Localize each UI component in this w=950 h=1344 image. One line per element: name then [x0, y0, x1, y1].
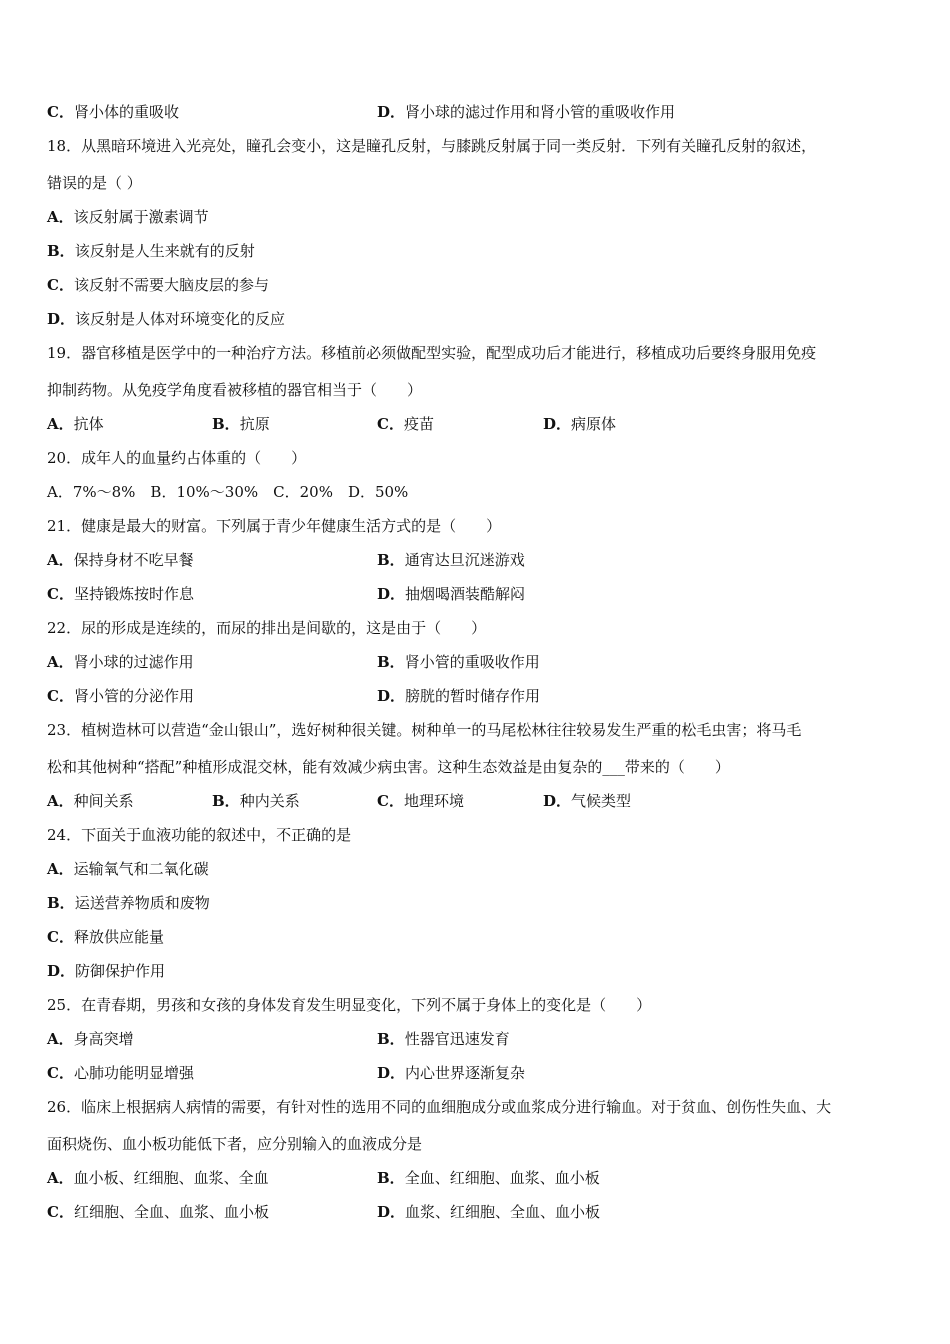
q17-options-row	[47, 97, 917, 127]
q25-options-row1	[47, 1024, 917, 1054]
q26-options-row2	[47, 1197, 917, 1227]
q24-option-c: C．释放供应能量	[47, 928, 164, 946]
q19-option-a: A．抗体	[47, 415, 104, 433]
q26-option-b: B．全血、红细胞、血浆、血小板	[377, 1169, 600, 1187]
q24-option-b: B．运送营养物质和废物	[47, 894, 210, 912]
q18-option-c: C．该反射不需要大脑皮层的参与	[47, 276, 269, 294]
q25-option-c: C．心肺功能明显增强	[47, 1064, 194, 1082]
q22-option-d: D．膀胱的暂时储存作用	[377, 687, 541, 705]
q25-stem: 25．在青春期，男孩和女孩的身体发育发生明显变化，下列不属于身体上的变化是（ ）	[47, 996, 652, 1014]
q21-option-c: C．坚持锻炼按时作息	[47, 585, 194, 603]
q21-option-b: B．通宵达旦沉迷游戏	[377, 551, 525, 569]
q22-option-b: B．肾小管的重吸收作用	[377, 653, 540, 671]
q19-options-row	[47, 409, 917, 439]
q22-option-c: C．肾小管的分泌作用	[47, 687, 194, 705]
q19-stem-line1: 19．器官移植是医学中的一种治疗方法。移植前必须做配型实验，配型成功后才能进行，移植成功后要终身服用免疫	[47, 344, 817, 362]
q20-options-row: A．7%～8% B．10%～30% C．20% D．50%	[47, 483, 409, 501]
q23-option-d: D．气候类型	[543, 792, 632, 810]
q24-option-d: D．防御保护作用	[47, 962, 166, 980]
q25-option-a: A．身高突增	[47, 1030, 134, 1048]
q19-option-d: D．病原体	[543, 415, 617, 433]
q26-option-d: D．血浆、红细胞、全血、血小板	[377, 1203, 601, 1221]
q22-option-a: A．肾小球的过滤作用	[47, 653, 194, 671]
q18-option-d: D．该反射是人体对环境变化的反应	[47, 310, 286, 328]
q22-options-row2	[47, 681, 917, 711]
q18-stem-line1: 18．从黑暗环境进入光亮处，瞳孔会变小，这是瞳孔反射，与膝跳反射属于同一类反射．下列有关瞳孔反射的叙述，	[47, 137, 817, 155]
q20-stem: 20．成年人的血量约占体重的（ ）	[47, 449, 307, 467]
q21-options-row2	[47, 579, 917, 609]
q19-option-b: B．抗原	[212, 415, 270, 433]
q21-option-a: A．保持身材不吃早餐	[47, 551, 194, 569]
q23-option-a: A．种间关系	[47, 792, 134, 810]
q26-option-c: C．红细胞、全血、血浆、血小板	[47, 1203, 269, 1221]
q21-stem: 21．健康是最大的财富。下列属于青少年健康生活方式的是（ ）	[47, 517, 502, 535]
q23-options-row	[47, 786, 917, 816]
q19-option-c: C．疫苗	[377, 415, 434, 433]
q21-options-row1	[47, 545, 917, 575]
q26-option-a: A．血小板、红细胞、血浆、全血	[47, 1169, 269, 1187]
q23-stem-line1: 23．植树造林可以营造“金山银山”，选好树种很关键。树种单一的马尾松林往往较易发生严重的松毛虫害；将马毛	[47, 721, 802, 739]
q24-stem: 24．下面关于血液功能的叙述中，不正确的是	[47, 826, 352, 844]
q25-option-b: B．性器官迅速发育	[377, 1030, 510, 1048]
q19-stem-line2: 抑制药物。从免疫学角度看被移植的器官相当于（ ）	[47, 381, 423, 399]
q22-options-row1	[47, 647, 917, 677]
q23-option-c: C．地理环境	[377, 792, 464, 810]
q23-stem-line2: 松和其他树种“搭配”种植形成混交林，能有效减少病虫害。这种生态效益是由复杂的___带来的（ ）	[47, 758, 730, 776]
q18-option-a: A．该反射属于激素调节	[47, 208, 209, 226]
q21-option-d: D．抽烟喝酒装酷解闷	[377, 585, 526, 603]
q24-option-a: A．运输氧气和二氧化碳	[47, 860, 209, 878]
q18-stem-line2: 错误的是（ ）	[47, 174, 142, 192]
q18-option-b: B．该反射是人生来就有的反射	[47, 242, 255, 260]
q17-option-d: D．肾小球的滤过作用和肾小管的重吸收作用	[377, 103, 676, 121]
q26-stem-line2: 面积烧伤、血小板功能低下者，应分别输入的血液成分是	[47, 1135, 423, 1153]
q22-stem: 22．尿的形成是连续的，而尿的排出是间歇的，这是由于（ ）	[47, 619, 487, 637]
q26-stem-line1: 26．临床上根据病人病情的需要，有针对性的选用不同的血细胞成分或血浆成分进行输血。对于贫血、创伤性失血、大	[47, 1098, 832, 1116]
q17-option-c: C．肾小体的重吸收	[47, 103, 179, 121]
q26-options-row1	[47, 1163, 917, 1193]
q23-option-b: B．种内关系	[212, 792, 300, 810]
q25-option-d: D．内心世界逐渐复杂	[377, 1064, 526, 1082]
q25-options-row2	[47, 1058, 917, 1088]
